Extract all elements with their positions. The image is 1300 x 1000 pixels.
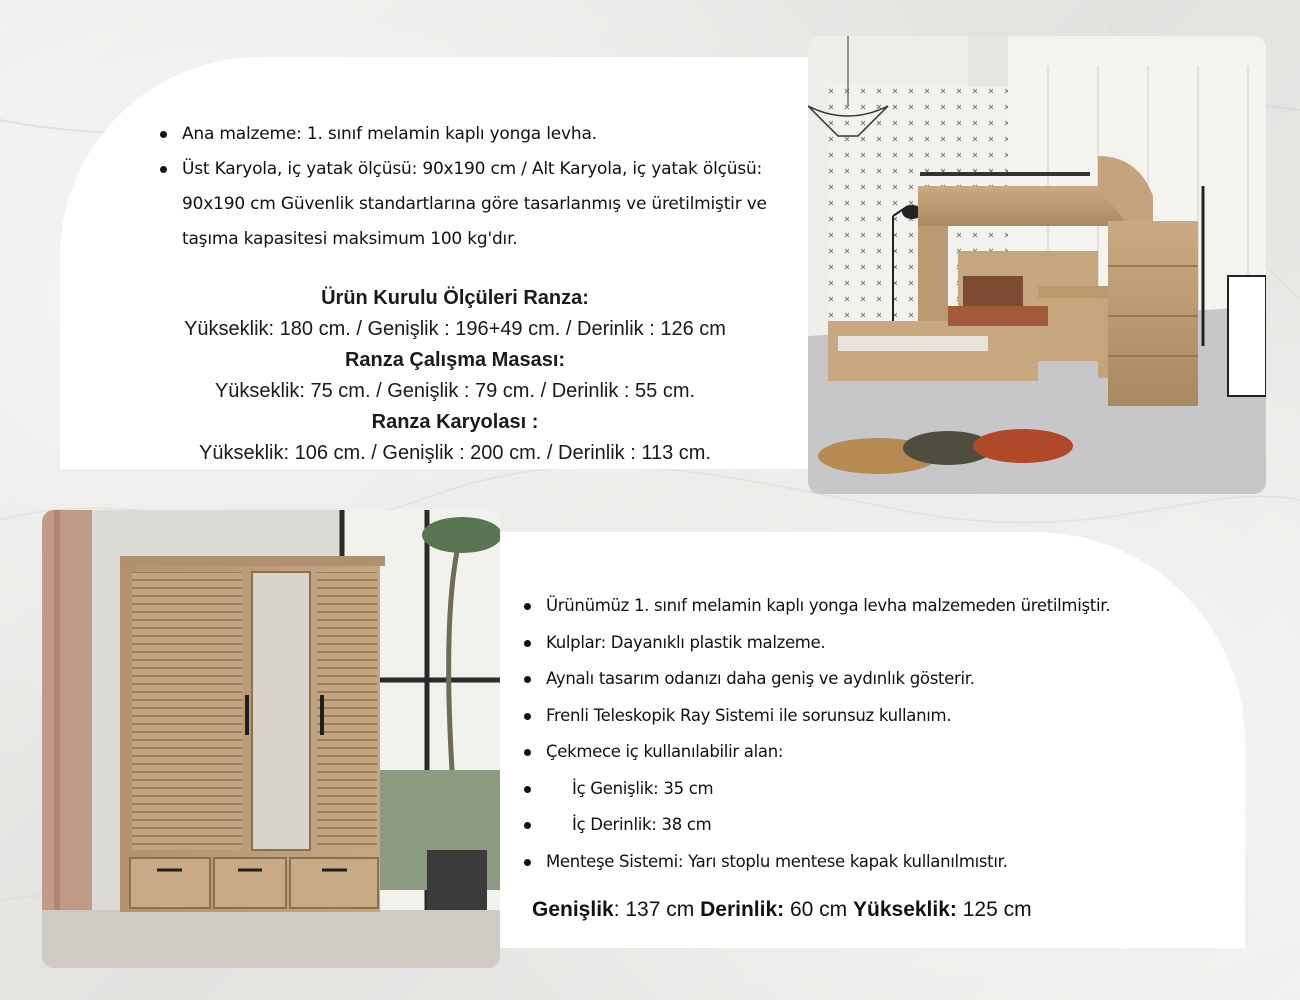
list-item: İç Genişlik: 35 cm — [524, 771, 1214, 808]
bunk-bed-info-panel — [60, 57, 850, 469]
spec-heading: Ürün Kurulu Ölçüleri Ranza: — [321, 287, 589, 309]
list-item: Ürünümüz 1. sınıf melamin kaplı yonga levha malzemeden üretilmiştir. — [524, 588, 1214, 625]
list-item: İç Derinlik: 38 cm — [524, 807, 1214, 844]
spec-heading: Ranza Çalışma Masası: — [344, 349, 566, 371]
list-item: Kulplar: Dayanıklı plastik malzeme. — [524, 625, 1214, 662]
spec-value: Yükseklik: 180 cm. / Genişlik : 196+49 cm. / Derinlik : 126 cm — [184, 318, 726, 340]
bunk-bed-feature-list — [160, 117, 820, 257]
wardrobe-dimensions — [532, 898, 1212, 922]
wardrobe-feature-list — [524, 588, 1214, 880]
spec-value: Yükseklik: 106 cm. / Genişlik : 200 cm. / Derinlik : 113 cm. — [198, 442, 712, 464]
list-item: Üst Karyola, iç yatak ölçüsü: 90x190 cm / Alt Karyola, iç yatak ölçüsü: 90x190 cm Güvenlik standartlarına göre tasarlanmış ve üretilmiştir ve taşıma kapasitesi maksimum 100 kg'dır. — [160, 152, 820, 257]
list-item: Frenli Teleskopik Ray Sistemi ile sorunsuz kullanım. — [524, 698, 1214, 735]
list-item: Çekmece iç kullanılabilir alan: — [524, 734, 1214, 771]
bunk-bed-dimensions — [120, 283, 790, 469]
bunk-bed-photo — [808, 36, 1266, 494]
wardrobe-photo — [42, 510, 500, 968]
width-label: Genişlik — [532, 898, 614, 921]
wardrobe-info-panel — [500, 532, 1245, 948]
depth-label: Derinlik: — [700, 898, 785, 921]
list-item: Ana malzeme: 1. sınıf melamin kaplı yonga levha. — [160, 117, 820, 152]
height-label: Yükseklik: — [853, 898, 957, 921]
spec-heading: Ranza Karyolası : — [371, 411, 539, 433]
spec-value: Yükseklik: 75 cm. / Genişlik : 79 cm. / Derinlik : 55 cm. — [214, 380, 696, 402]
width-value: : 137 cm — [613, 898, 695, 921]
height-value: 125 cm — [956, 898, 1032, 921]
depth-value: 60 cm — [784, 898, 848, 921]
list-item: Aynalı tasarım odanızı daha geniş ve aydınlık gösterir. — [524, 661, 1214, 698]
list-item: Menteşe Sistemi: Yarı stoplu mentese kapak kullanılmıstır. — [524, 844, 1214, 881]
